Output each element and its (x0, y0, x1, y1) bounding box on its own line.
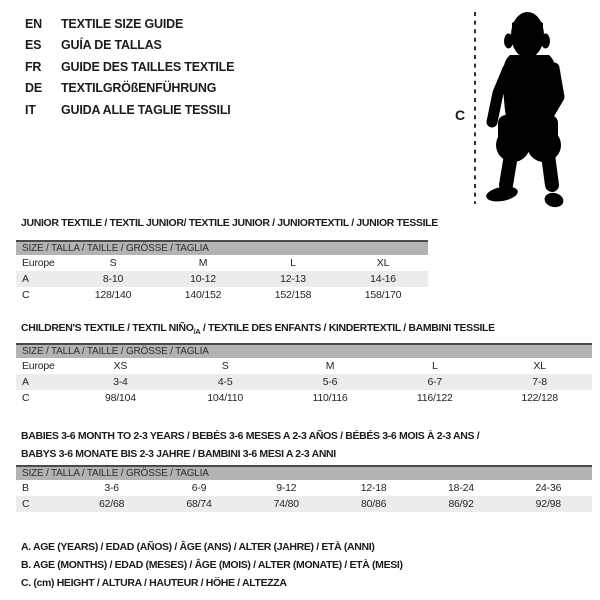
size-value-cell: L (290, 257, 296, 269)
row-label-cell: C (22, 498, 30, 510)
table-row (16, 390, 592, 406)
size-table-header (16, 241, 428, 255)
size-value-cell: 6-7 (427, 376, 443, 388)
size-value-cell: 104/110 (207, 392, 244, 404)
table-row (16, 358, 592, 374)
section-title-babies (21, 428, 479, 463)
children-size-table (16, 343, 592, 406)
language-code: FR (25, 59, 42, 74)
size-value-cell: 116/122 (416, 392, 453, 404)
size-value-cell: 5-6 (322, 376, 338, 388)
size-value-cell: 14-16 (370, 273, 396, 285)
size-table-header (16, 344, 592, 358)
section-title-line: JUNIOR TEXTILE / TEXTIL JUNIOR/ TEXTILE JUNIOR / JUNIORTEXTIL / JUNIOR TESSILE (21, 217, 438, 229)
size-value-cell: 24-36 (535, 482, 562, 494)
size-table-header (16, 466, 592, 480)
row-label-cell: A (22, 273, 29, 285)
size-header-cell: SIZE / TALLA / TAILLE / GRÖSSE / TAGLIA (16, 241, 428, 255)
size-value-cell: 8-10 (102, 273, 124, 285)
title-text: / TEXTILE DES ENFANTS / KINDERTEXTIL / BAMBINI TESSILE (200, 322, 495, 334)
size-value-cell: 122/128 (521, 392, 558, 404)
size-header-cell: SIZE / TALLA / TAILLE / GRÖSSE / TAGLIA (16, 344, 592, 358)
size-value-cell: 92/98 (535, 498, 561, 510)
table-row (16, 271, 428, 287)
size-value-cell: 158/170 (364, 289, 402, 301)
size-value-cell: 12-13 (280, 273, 306, 285)
footnote-line: B. AGE (MONTHS) / EDAD (MESES) / ÂGE (MOIS) / ALTER (MONATE) / ETÀ (MESI) (21, 559, 403, 571)
size-value-cell: 9-12 (276, 482, 297, 494)
language-row (25, 99, 234, 121)
row-label-cell: Europe (22, 257, 55, 269)
size-value-cell: 74/80 (273, 498, 299, 510)
language-title: GUIDA ALLE TAGLIE TESSILI (61, 102, 231, 117)
size-value-cell: M (325, 360, 335, 372)
size-value-cell: 152/158 (274, 289, 312, 301)
section-title-children (21, 320, 495, 341)
size-header-cell: SIZE / TALLA / TAILLE / GRÖSSE / TAGLIA (16, 466, 592, 480)
table-row (16, 480, 592, 496)
size-value-cell: 110/116 (312, 392, 348, 404)
section-title-line: BABYS 3-6 MONATE BIS 2-3 JAHRE / BAMBINI 3-6 MESI A 2-3 ANNI (21, 447, 336, 460)
row-label-cell: C (22, 392, 30, 404)
size-table (16, 240, 428, 303)
size-value-cell: 10-12 (190, 273, 216, 285)
size-value-cell: 80/86 (361, 498, 387, 510)
size-value-cell: 3-6 (104, 482, 119, 494)
language-row (25, 35, 234, 57)
title-subscript: /A (193, 327, 201, 337)
height-measure-label: C (455, 107, 466, 123)
table-row (16, 255, 428, 271)
size-value-cell: 3-4 (113, 376, 128, 388)
section-title-line (21, 320, 495, 341)
baby-silhouette-icon (485, 12, 565, 209)
language-code: ES (25, 38, 42, 53)
footnotes (21, 538, 403, 592)
size-table (16, 465, 592, 512)
language-code: IT (25, 102, 36, 117)
title-text: CHILDREN'S TEXTILE / TEXTIL NIÑO (21, 322, 194, 334)
section-title-junior (21, 215, 438, 233)
size-value-cell: XL (533, 360, 546, 372)
size-value-cell: 18-24 (448, 482, 474, 494)
language-code: DE (25, 81, 42, 96)
section-title-line: BABIES 3-6 MONTH TO 2-3 YEARS / BEBÉS 3-6 MESES A 2-3 AÑOS / BÉBÉS 3-6 MOIS À 2-3 ANS / (21, 430, 480, 442)
table-row (16, 374, 592, 390)
size-value-cell: 7-8 (532, 376, 547, 388)
size-value-cell: M (198, 257, 208, 269)
baby-figure (450, 5, 590, 215)
row-label-cell: C (22, 289, 30, 301)
size-value-cell: 6-9 (191, 482, 207, 494)
size-value-cell: 12-18 (360, 482, 387, 494)
size-value-cell: S (221, 360, 229, 372)
size-value-cell: 128/140 (94, 289, 132, 301)
language-title: TEXTILGRÖßENFÜHRUNG (61, 81, 217, 96)
size-value-cell: 86/92 (448, 498, 474, 510)
footnote-line: C. (cm) HEIGHT / ALTURA / HAUTEUR / HÖHE / ALTEZZA (21, 577, 287, 589)
babies-size-table (16, 465, 592, 512)
size-table (16, 343, 592, 406)
language-code: EN (25, 16, 42, 31)
size-value-cell: 140/152 (184, 289, 222, 301)
junior-size-table (16, 240, 428, 303)
language-title-list (25, 13, 234, 121)
size-value-cell: 62/68 (99, 498, 125, 510)
row-label-cell: A (22, 376, 29, 388)
language-row (25, 78, 234, 100)
size-value-cell: 98/104 (104, 392, 136, 404)
row-label-cell: B (22, 482, 29, 494)
size-value-cell: XS (113, 360, 128, 372)
table-row (16, 287, 428, 303)
size-value-cell: L (431, 360, 438, 372)
size-value-cell: XL (376, 257, 390, 269)
size-value-cell: S (109, 257, 117, 269)
table-row (16, 496, 592, 512)
language-title: GUIDE DES TAILLES TEXTILE (61, 59, 235, 74)
language-title: TEXTILE SIZE GUIDE (61, 16, 184, 31)
row-label-cell: Europe (22, 360, 55, 372)
footnote-line: A. AGE (YEARS) / EDAD (AÑOS) / ÂGE (ANS) / ALTER (JAHRE) / ETÀ (ANNI) (21, 541, 375, 553)
size-value-cell: 4-5 (217, 376, 233, 388)
size-value-cell: 68/74 (186, 498, 212, 510)
language-row (25, 56, 234, 78)
language-row (25, 13, 234, 35)
language-title: GUÍA DE TALLAS (61, 38, 162, 53)
